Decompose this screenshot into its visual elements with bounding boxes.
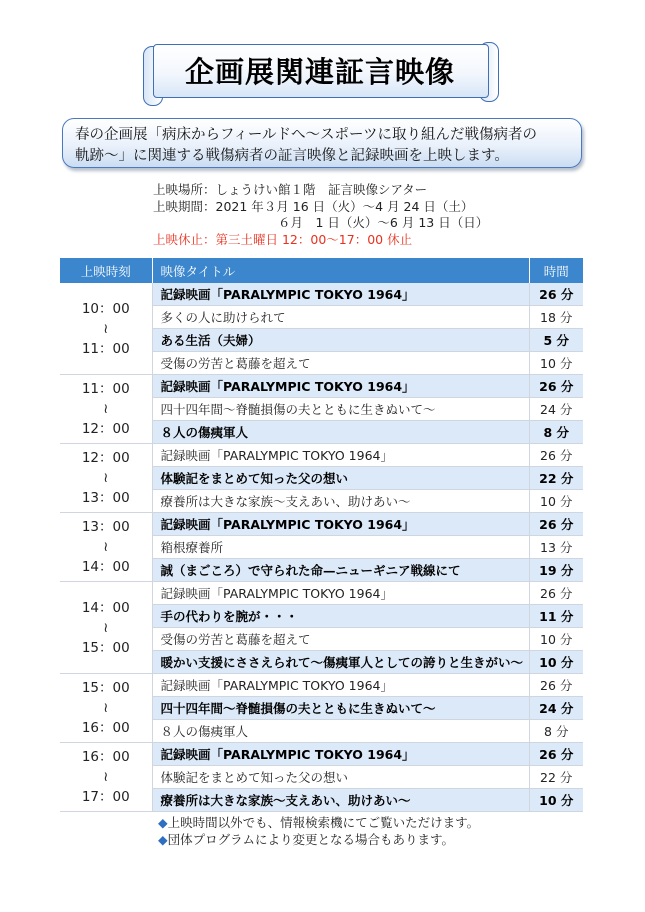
header-time: 上映時刻 [60, 258, 152, 283]
time-slot-sep: ≀ [103, 539, 109, 555]
film-duration: 26 分 [529, 582, 583, 605]
time-slot-sep: ≀ [103, 700, 109, 716]
intro-line-1: 春の企画展「病床からフィールドへ〜スポーツに取り組んだ戦傷病者の [75, 127, 537, 143]
film-title: ある生活（夫婦） [152, 329, 529, 352]
time-slot-start: 16：00 [81, 749, 130, 765]
time-slot-end: 15：00 [81, 639, 130, 656]
header-title: 映像タイトル [152, 258, 529, 283]
time-slot [60, 283, 152, 375]
screening-period-1: 上映期間：2021 年３月 16 日（火）〜4 月 24 日（土） [153, 199, 474, 214]
notes [158, 814, 479, 848]
film-duration: 26 分 [529, 743, 583, 766]
time-slot [60, 743, 152, 812]
film-duration: 24 分 [529, 398, 583, 421]
film-duration: 24 分 [529, 697, 583, 720]
time-slot-start: 14：00 [81, 599, 130, 616]
film-title: 記録映画「PARALYMPIC TOKYO 1964」 [152, 743, 529, 766]
film-title: 記録映画「PARALYMPIC TOKYO 1964」 [152, 674, 529, 697]
intro-line-2: 軌跡〜」に関連する戦傷病者の証言映像と記録映画を上映します。 [75, 148, 509, 164]
film-title: 多くの人に助けられて [152, 306, 529, 329]
film-title: 箱根療養所 [152, 536, 529, 559]
table-row [60, 283, 583, 306]
film-duration: 8 分 [529, 720, 583, 743]
table-row [60, 582, 583, 605]
time-slot [60, 674, 152, 743]
film-title: ８人の傷痍軍人 [152, 720, 529, 743]
film-duration: 10 分 [529, 490, 583, 513]
screening-place: 上映場所：しょうけい館１階 証言映像シアター [153, 182, 428, 197]
time-slot-sep: ≀ [103, 619, 109, 636]
film-duration: 19 分 [529, 559, 583, 582]
time-slot-start: 10：00 [81, 300, 130, 317]
time-slot-sep: ≀ [103, 470, 109, 486]
film-title: 受傷の労苦と葛藤を超えて [152, 628, 529, 651]
time-slot-sep: ≀ [103, 401, 109, 417]
film-title: 記録映画「PARALYMPIC TOKYO 1964」 [152, 375, 529, 398]
film-title: 体験記をまとめて知った父の想い [152, 467, 529, 490]
film-title: 記録映画「PARALYMPIC TOKYO 1964」 [152, 283, 529, 306]
film-duration: 26 分 [529, 375, 583, 398]
title-banner [143, 42, 499, 104]
film-title: 記録映画「PARALYMPIC TOKYO 1964」 [152, 582, 529, 605]
note-1-text: 上映時間以外でも、情報検索機にてご覧いただけます。 [167, 815, 480, 830]
diamond-bullet-icon: ◆ [158, 815, 168, 830]
film-title: 体験記をまとめて知った父の想い [152, 766, 529, 789]
film-duration: 26 分 [529, 513, 583, 536]
time-slot [60, 513, 152, 582]
time-slot-start: 13：00 [81, 519, 130, 535]
film-title: 療養所は大きな家族〜支えあい、助けあい〜 [152, 789, 529, 812]
film-duration: 22 分 [529, 467, 583, 490]
film-duration: 26 分 [529, 283, 583, 306]
header-duration: 時間 [529, 258, 583, 283]
film-duration: 26 分 [529, 444, 583, 467]
film-duration: 11 分 [529, 605, 583, 628]
film-duration: 10 分 [529, 789, 583, 812]
table-header-row [60, 258, 583, 283]
film-title: 記録映画「PARALYMPIC TOKYO 1964」 [152, 513, 529, 536]
intro-box [62, 118, 582, 168]
film-title: 誠（まごころ）で守られた命—ニューギニア戦線にて [152, 559, 529, 582]
film-title: 四十四年間〜脊髄損傷の夫とともに生きぬいて〜 [152, 697, 529, 720]
table-row [60, 444, 583, 467]
note-2 [158, 831, 479, 848]
time-slot-start: 11：00 [81, 381, 130, 397]
film-duration: 13 分 [529, 536, 583, 559]
film-duration: 26 分 [529, 674, 583, 697]
film-title: 受傷の労苦と葛藤を超えて [152, 352, 529, 375]
film-duration: 10 分 [529, 352, 583, 375]
film-title: 手の代わりを腕が・・・ [152, 605, 529, 628]
time-slot-sep: ≀ [103, 320, 109, 337]
film-duration: 10 分 [529, 628, 583, 651]
time-slot-end: 16：00 [81, 720, 130, 736]
time-slot-end: 17：00 [81, 789, 130, 805]
screening-closed: 上映休止：第三土曜日 12：00〜17：00 休止 [153, 232, 413, 247]
time-slot [60, 375, 152, 444]
time-slot [60, 582, 152, 674]
film-duration: 10 分 [529, 651, 583, 674]
film-title: 記録映画「PARALYMPIC TOKYO 1964」 [152, 444, 529, 467]
schedule-table [60, 258, 583, 812]
note-2-text: 団体プログラムにより変更となる場合もあります。 [167, 832, 455, 847]
film-duration: 18 分 [529, 306, 583, 329]
time-slot [60, 444, 152, 513]
page-title: 企画展関連証言映像 [184, 54, 455, 89]
film-title: 暖かい支援にささえられて〜傷痍軍人としての誇りと生きがい〜 [152, 651, 529, 674]
time-slot-end: 12：00 [81, 421, 130, 437]
diamond-bullet-icon: ◆ [158, 832, 168, 847]
film-title: 四十四年間〜脊髄損傷の夫とともに生きぬいて〜 [152, 398, 529, 421]
table-row [60, 513, 583, 536]
screening-period-2: ６月 1 日（火）〜6 月 13 日（日） [278, 215, 489, 230]
time-slot-end: 11：00 [81, 340, 130, 357]
time-slot-start: 15：00 [81, 680, 130, 696]
schedule-body [60, 283, 583, 812]
film-duration: 22 分 [529, 766, 583, 789]
film-title: 療養所は大きな家族〜支えあい、助けあい〜 [152, 490, 529, 513]
film-title: ８人の傷痍軍人 [152, 421, 529, 444]
table-row [60, 375, 583, 398]
time-slot-sep: ≀ [103, 769, 109, 785]
film-duration: 5 分 [529, 329, 583, 352]
time-slot-end: 13：00 [81, 490, 130, 506]
time-slot-start: 12：00 [81, 450, 130, 466]
note-1 [158, 814, 479, 831]
table-row [60, 674, 583, 697]
film-duration: 8 分 [529, 421, 583, 444]
table-row [60, 743, 583, 766]
time-slot-end: 14：00 [81, 559, 130, 575]
